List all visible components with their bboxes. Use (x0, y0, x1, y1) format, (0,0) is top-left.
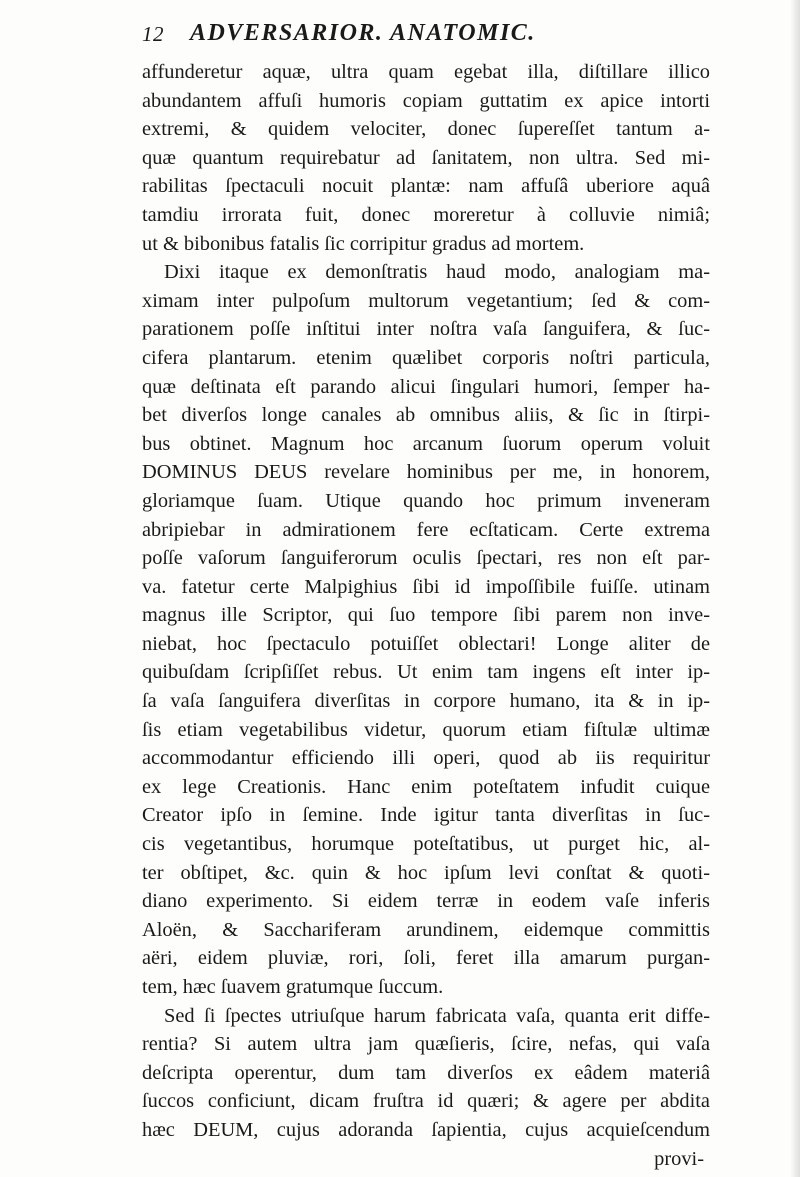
text-line: poſſe vaſorum ſanguiferorum oculis ſpectari, res non eſt par- (142, 547, 710, 570)
text-line: bet diverſos longe canales ab omnibus aliis, & ſic in ſtirpi- (142, 404, 710, 427)
body-text (142, 58, 710, 1173)
text-line: Sed ſi ſpectes utriuſque harum fabricata vaſa, quanta erit diffe- (164, 1004, 710, 1027)
text-line: quæ quantum requirebatur ad ſanitatem, non ultra. Sed mi- (142, 146, 710, 169)
running-title: ADVERSARIOR. ANATOMIC. (190, 20, 536, 46)
text-line: va. fatetur certe Malpighius ſibi id impoſſibile fuiſſe. utinam (142, 575, 710, 598)
text-line: aëri, eidem pluviæ, rori, ſoli, feret illa amarum purgan- (142, 947, 710, 970)
page-number: 12 (142, 22, 164, 46)
text-line: ut & bibonibus fatalis ſic corripitur gradus ad mortem. (142, 232, 585, 255)
text-line: parationem poſſe inſtitui inter noſtra vaſa ſanguifera, & ſuc- (142, 318, 710, 341)
text-line: affunderetur aquæ, ultra quam egebat illa, diſtillare illico (142, 61, 710, 83)
text-line: quæ deſtinata eſt parando alicui ſingulari humori, ſemper ha- (142, 375, 710, 398)
text-line: niebat, hoc ſpectaculo potuiſſet oblectari! Longe aliter de (142, 632, 710, 655)
text-line: gloriamque ſuam. Utique quando hoc primum inveneram (142, 489, 710, 512)
text-line: Creator ipſo in ſemine. Inde igitur tanta diverſitas in ſuc- (142, 804, 710, 827)
catchword: provi- (654, 1147, 704, 1170)
text-line: abripiebar in admirationem fere ecſtaticam. Certe extrema (142, 518, 710, 541)
text-line: bus obtinet. Magnum hoc arcanum ſuorum operum voluit (142, 432, 710, 455)
text-line: cis vegetantibus, horumque poteſtatibus, ut purget hic, al- (142, 833, 710, 856)
text-line: quibuſdam ſcripſiſſet rebus. Ut enim tam ingens eſt inter ip- (142, 661, 710, 684)
text-line: Aloën, & Sacchariferam arundinem, eidemque committis (142, 918, 710, 941)
text-line: tem, hæc ſuavem gratumque ſuccum. (142, 976, 444, 998)
text-line: ſuccos conficiunt, dicam fruſtra id quæri; & agere per abdita (142, 1090, 710, 1113)
text-line: tamdiu irrorata fuit, donec moreretur à colluvie nimiâ; (142, 203, 710, 226)
text-line: extremi, & quidem velociter, donec ſupereſſet tantum a- (142, 118, 710, 141)
text-line: ter obſtipet, &c. quin & hoc ipſum levi conſtat & quoti- (142, 861, 710, 884)
text-line: ſa vaſa ſanguifera diverſitas in corpore humano, ita & in ip- (142, 690, 710, 713)
text-line: accommodantur efficiendo illi operi, quod ab iis requiritur (142, 747, 710, 770)
text-line: rentia? Si autem ultra jam quæſieris, ſcire, nefas, qui vaſa (142, 1033, 710, 1056)
text-line: deſcripta operentur, dum tam diverſos ex eâdem materiâ (142, 1061, 710, 1084)
text-line: magnus ille Scriptor, qui ſuo tempore ſibi parem non inve- (142, 604, 710, 627)
text-line: abundantem affuſi humoris copiam guttatim ex apice intorti (142, 89, 710, 112)
text-line: ximam inter pulpoſum multorum vegetantium; ſed & com- (142, 289, 710, 312)
text-line: diano experimento. Si eidem terræ in eodem vaſe inferis (142, 890, 710, 913)
text-line: ſis etiam vegetabilibus videtur, quorum etiam fiſtulæ ultimæ (142, 718, 710, 741)
text-line: DOMINUS DEUS revelare hominibus per me, in honorem, (142, 461, 710, 484)
text-line: rabilitas ſpectaculi nocuit plantæ: nam affuſâ uberiore aquâ (142, 175, 710, 198)
page-edge-shadow (790, 0, 800, 1177)
text-line: ex lege Creationis. Hanc enim poteſtatem infudit cuique (142, 775, 710, 798)
text-line: hæc DEUM, cujus adoranda ſapientia, cujus acquieſcendum (142, 1118, 710, 1141)
running-head (142, 22, 702, 54)
text-line: cifera plantarum. etenim quælibet corporis noſtri particula, (142, 346, 710, 369)
text-line: Dixi itaque ex demonſtratis haud modo, analogiam ma- (164, 261, 710, 284)
